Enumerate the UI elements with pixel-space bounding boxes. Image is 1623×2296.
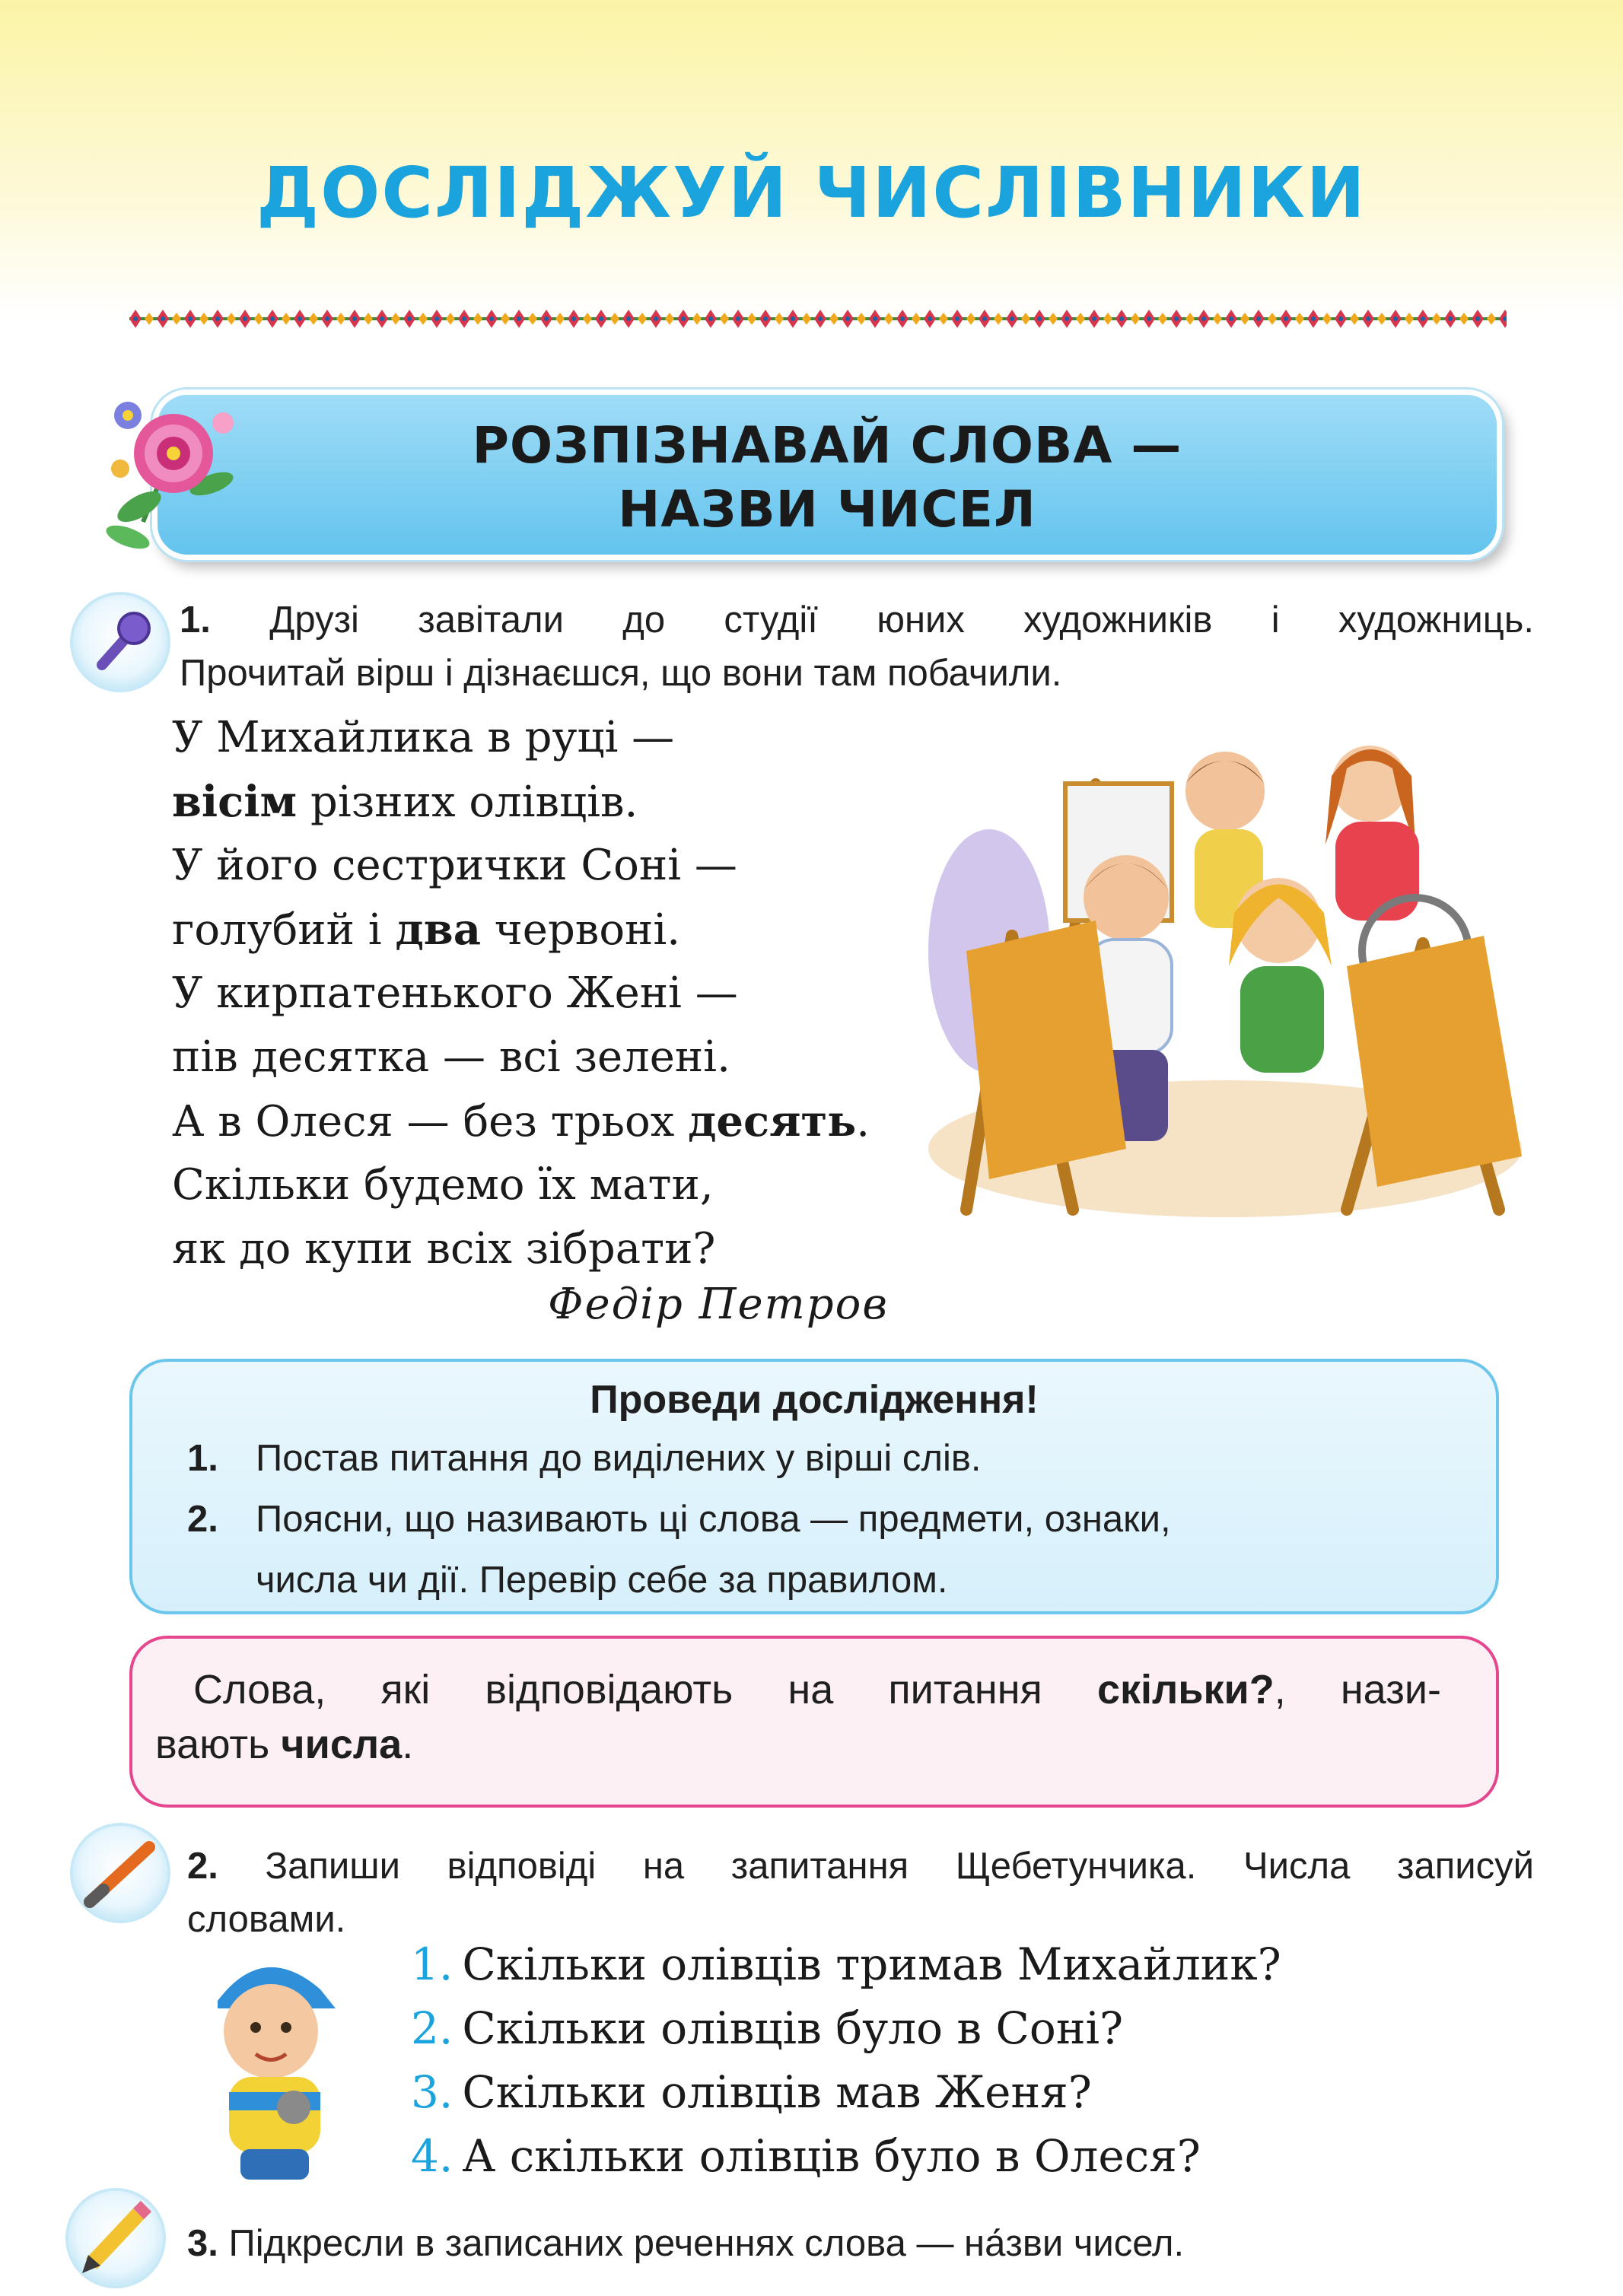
poem-line: пів десятка — всі зелені. (172, 1032, 730, 1082)
embroidery-ornament (129, 306, 1507, 332)
boy-character-illustration (187, 1948, 355, 2183)
rule-text: . (402, 1722, 414, 1767)
question-item (411, 2002, 1123, 2054)
poem-line-text: голубий і (172, 905, 396, 955)
section-title-line-2: НАЗВИ ЧИСЕЛ (618, 480, 1036, 539)
poem-line (172, 898, 971, 962)
poem-line (172, 770, 971, 834)
poem-bold-word: два (395, 905, 481, 955)
question-item (411, 2066, 1092, 2118)
research-box (129, 1359, 1499, 1614)
task-2-text-line-2: словами. (187, 1899, 346, 1940)
poem-line: У Михайлика в руці — (172, 713, 675, 762)
poem-line: Скільки будемо їх мати, (172, 1160, 714, 1210)
rule-text: Слова, які відповідають на питання (193, 1667, 1097, 1712)
question-item (411, 2130, 1201, 2182)
poem-bold-word: вісім (172, 777, 298, 827)
flower-ornament (97, 370, 242, 560)
rule-line-2 (155, 1721, 413, 1768)
research-item-2-text-line-2: числа чи дії. Перевір себе за правилом. (256, 1560, 948, 1601)
question-number: 3. (411, 2066, 453, 2118)
poem-line (172, 1089, 971, 1153)
page-title: ДОСЛІДЖУЙ ЧИСЛІВНИКИ (256, 152, 1367, 234)
poem-author: Федір Петров (548, 1280, 889, 1329)
rule-box (129, 1636, 1499, 1808)
research-item-1-number: 1. (187, 1438, 218, 1479)
question-number: 2. (411, 2002, 453, 2054)
poem (172, 706, 971, 1281)
poem-line: У його сестрички Соні — (172, 841, 737, 890)
rule-keyword: скільки? (1096, 1667, 1275, 1712)
section-banner (152, 390, 1502, 560)
section-title-line-1: РОЗПІЗНАВАЙ СЛОВА — (472, 416, 1182, 475)
poem-line-text: червоні. (480, 905, 681, 955)
question-text: Скільки олівців було в Соні? (462, 2002, 1124, 2054)
rule-text: вають (155, 1722, 282, 1767)
rule-line-1 (193, 1666, 1441, 1713)
question-number: 1. (411, 1938, 453, 1990)
question-text: Скільки олівців тримав Михайлик? (462, 1938, 1281, 1990)
research-title: Проведи дослідження! (590, 1378, 1039, 1422)
task-1-number: 1. (180, 599, 211, 641)
research-item-2-number: 2. (187, 1499, 218, 1540)
poem-line-text: А в Олеся — без трьох (172, 1097, 689, 1146)
rule-text: , нази- (1274, 1667, 1441, 1712)
pen-icon (73, 1826, 167, 1920)
poem-line-text: . (856, 1097, 870, 1146)
question-item (411, 1938, 1281, 1990)
poem-line: У кирпатенького Жені — (172, 968, 738, 1018)
research-item-1-text: Постав питання до виділених у вірші слів. (256, 1438, 982, 1479)
question-text: Скільки олівців мав Женя? (462, 2066, 1092, 2118)
question-list (411, 1938, 1476, 2189)
microphone-icon (73, 595, 167, 689)
rule-keyword: числа (281, 1722, 403, 1767)
children-painting-illustration (921, 723, 1529, 1225)
task-2-number: 2. (187, 1846, 218, 1887)
poem-line: як до купи всіх зібрати? (172, 1224, 716, 1274)
task-3-text: Підкресли в записаних реченнях слова — на́зви чисел. (228, 2223, 1185, 2264)
task-1-text-line-1: Друзі завітали до студії юних художників і художниць. (269, 599, 1534, 641)
poem-bold-word: десять (688, 1096, 857, 1146)
question-text: А скільки олівців було в Олеся? (462, 2130, 1201, 2182)
research-item-2-text-line-1: Поясни, що називають ці слова — предмети, ознаки, (256, 1499, 1171, 1540)
task-1-text-line-2: Прочитай вірш і дізнаєшся, що вони там побачили. (180, 653, 1062, 694)
poem-line-text: різних олівців. (297, 778, 638, 827)
task-2-text-line-1: Запиши відповіді на запитання Щебетунчика. Числа записуй (265, 1846, 1534, 1887)
pencil-icon (68, 2191, 163, 2285)
task-3-number: 3. (187, 2223, 218, 2264)
question-number: 4. (411, 2130, 453, 2182)
